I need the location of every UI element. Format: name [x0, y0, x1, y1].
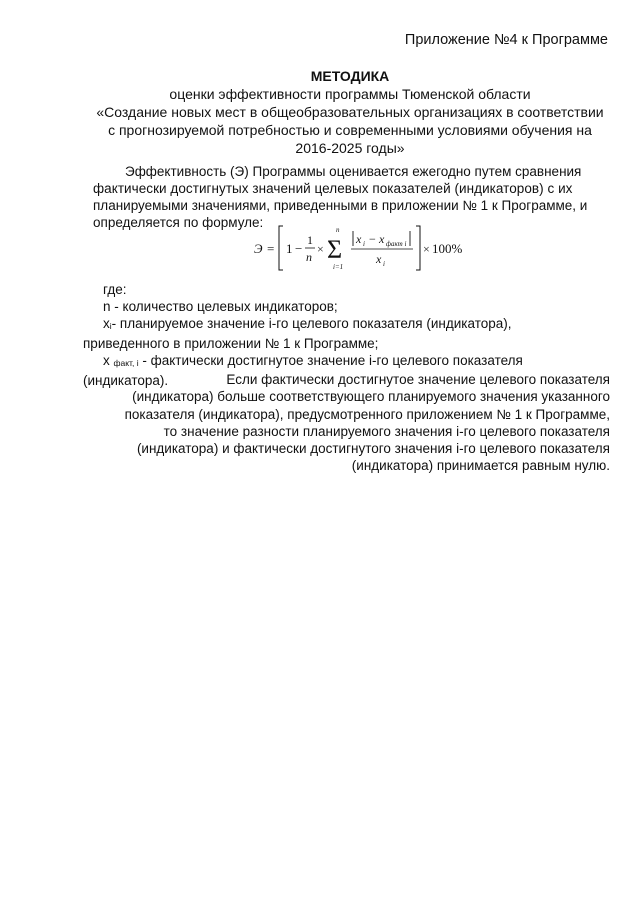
xf-definition-line: [93, 352, 611, 372]
sum-lower-limit: i=1: [333, 263, 344, 271]
formula-minus: −: [295, 241, 303, 256]
formula-frac-den: n: [306, 250, 312, 264]
rule-line-5: (индикатора) и фактически достигнутого значения i-го целевого показателя: [136, 441, 610, 457]
sum-sigma-icon: Σ: [327, 235, 343, 264]
den-x-sub: i: [383, 260, 385, 268]
intro-paragraph: [93, 163, 611, 231]
efficiency-formula: [252, 222, 514, 274]
rule-line-2: (индикатора) больше соответствующего планируемого значения указанного: [132, 389, 610, 405]
rule-line-3: показателя (индикатора), предусмотренного приложением № 1 к Программе,: [124, 406, 610, 422]
formula-times: ×: [317, 242, 324, 256]
title-line-2: «Создание новых мест в общеобразовательных организациях в соответствии: [96, 104, 604, 120]
den-x: x: [376, 252, 382, 266]
formula-one: 1: [286, 241, 293, 256]
num-xf-sub: факт i: [386, 240, 407, 248]
right-bracket: [416, 226, 420, 270]
xi-symbol-group: [103, 316, 512, 331]
xi-symbol: x: [103, 316, 110, 331]
xf-definition-cont: (индикатора).: [83, 373, 169, 388]
title-line-3: с прогнозируемой потребностью и современными условиями обучения на: [108, 122, 592, 138]
num-xf: x: [379, 232, 385, 246]
zero-rule-paragraph: [90, 371, 610, 475]
xf-definition: - фактически достигнутое значение i-го целевого показателя: [142, 353, 523, 368]
intro-line-2: фактически достигнутых значений целевых показателей (индикаторов) с их: [93, 181, 573, 196]
title-block: [60, 67, 640, 157]
where-label: где:: [103, 282, 127, 297]
n-definition: n - количество целевых индикаторов;: [103, 299, 338, 314]
annex-label: Приложение №4 к Программе: [404, 32, 608, 48]
intro-line-4: определяется по формуле:: [93, 215, 264, 230]
document-title: МЕТОДИКА: [310, 68, 390, 84]
formula-equals: =: [267, 241, 275, 256]
xf-subscript: факт, i: [113, 358, 139, 368]
num-x-sub: i: [363, 240, 365, 248]
xf-symbol: x: [103, 353, 110, 368]
formula-lhs: Э: [254, 241, 263, 256]
left-bracket: [279, 226, 283, 270]
formula-frac-num: 1: [307, 233, 313, 247]
xi-definition: - планируемое значение i-го целевого показателя (индикатора),: [111, 316, 512, 331]
xi-subscript: i: [109, 321, 112, 331]
num-x: x: [356, 232, 362, 246]
formula-times-2: ×: [423, 242, 430, 256]
rule-line-1: Если фактически достигнутое значение целевого показателя: [226, 372, 610, 387]
xi-definition-cont: приведенного в приложении № 1 к Программе;: [83, 336, 379, 351]
title-line-1: оценки эффективности программы Тюменской области: [169, 86, 531, 102]
intro-line-3: планируемыми значениями, приведенными в приложении № 1 к Программе, и: [93, 198, 588, 213]
formula-percent: 100%: [432, 241, 463, 256]
num-minus: −: [369, 232, 376, 246]
rule-line-6: (индикатора) принимается равным нулю.: [351, 458, 610, 474]
sum-upper-limit: n: [336, 226, 340, 234]
rule-line-4: то значение разности планируемого значения i-го целевого показателя: [163, 423, 610, 439]
title-line-4: 2016-2025 годы»: [295, 140, 405, 156]
xi-definition-line: [93, 315, 611, 335]
intro-line-1: Эффективность (Э) Программы оценивается ежегодно путем сравнения: [125, 164, 582, 179]
